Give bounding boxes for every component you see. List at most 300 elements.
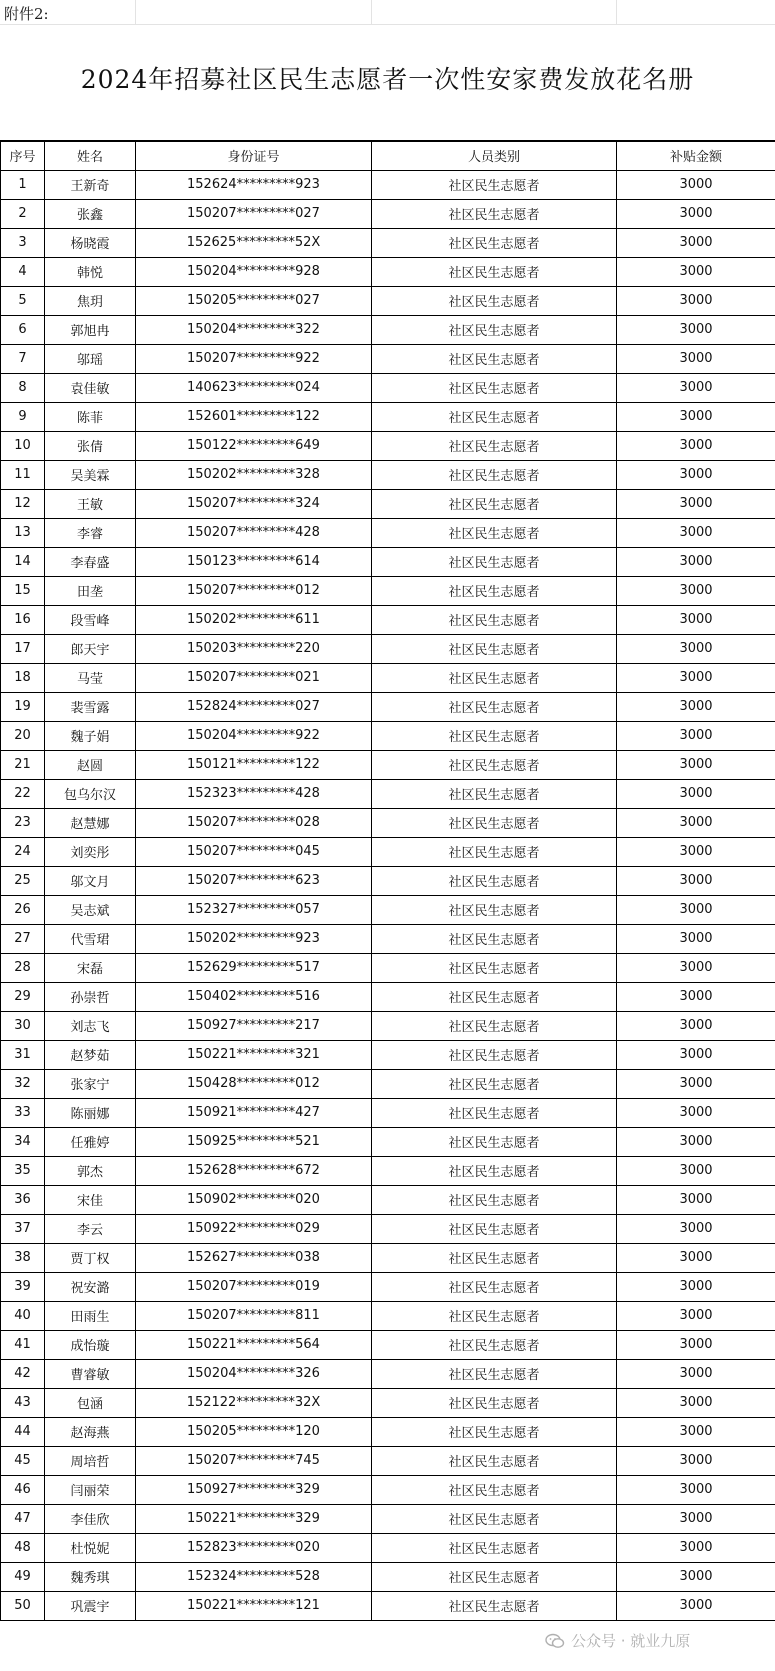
cell-index: 40 bbox=[1, 1301, 45, 1330]
cell-id-number: 150428*********012 bbox=[136, 1069, 372, 1098]
table-row bbox=[1, 431, 775, 460]
cell-category: 社区民生志愿者 bbox=[372, 605, 617, 634]
cell-category: 社区民生志愿者 bbox=[372, 344, 617, 373]
cell-amount: 3000 bbox=[617, 1330, 775, 1359]
cell-id-number: 150921*********427 bbox=[136, 1098, 372, 1127]
cell-id-number: 152324*********528 bbox=[136, 1562, 372, 1591]
cell-name: 贾丁权 bbox=[45, 1243, 136, 1272]
cell-name: 郭旭冉 bbox=[45, 315, 136, 344]
attachment-row bbox=[0, 0, 775, 25]
gridline bbox=[135, 0, 136, 24]
cell-id-number: 152824*********027 bbox=[136, 692, 372, 721]
cell-index: 39 bbox=[1, 1272, 45, 1301]
table-row bbox=[1, 605, 775, 634]
cell-category: 社区民生志愿者 bbox=[372, 895, 617, 924]
cell-index: 35 bbox=[1, 1156, 45, 1185]
cell-id-number: 150221*********121 bbox=[136, 1591, 372, 1620]
cell-name: 刘奕彤 bbox=[45, 837, 136, 866]
cell-amount: 3000 bbox=[617, 1533, 775, 1562]
cell-id-number: 150207*********811 bbox=[136, 1301, 372, 1330]
cell-amount: 3000 bbox=[617, 576, 775, 605]
cell-category: 社区民生志愿者 bbox=[372, 286, 617, 315]
table-row bbox=[1, 1185, 775, 1214]
cell-id-number: 150204*********922 bbox=[136, 721, 372, 750]
cell-name: 张家宁 bbox=[45, 1069, 136, 1098]
cell-category: 社区民生志愿者 bbox=[372, 779, 617, 808]
roster-body bbox=[1, 170, 775, 1620]
cell-name: 李佳欣 bbox=[45, 1504, 136, 1533]
cell-index: 50 bbox=[1, 1591, 45, 1620]
cell-category: 社区民生志愿者 bbox=[372, 1243, 617, 1272]
table-row bbox=[1, 692, 775, 721]
cell-id-number: 150221*********329 bbox=[136, 1504, 372, 1533]
table-row bbox=[1, 170, 775, 199]
cell-amount: 3000 bbox=[617, 721, 775, 750]
cell-name: 郎天宇 bbox=[45, 634, 136, 663]
cell-index: 22 bbox=[1, 779, 45, 808]
cell-index: 7 bbox=[1, 344, 45, 373]
table-row bbox=[1, 1446, 775, 1475]
cell-amount: 3000 bbox=[617, 547, 775, 576]
cell-category: 社区民生志愿者 bbox=[372, 1504, 617, 1533]
cell-id-number: 150925*********521 bbox=[136, 1127, 372, 1156]
table-row bbox=[1, 982, 775, 1011]
cell-amount: 3000 bbox=[617, 344, 775, 373]
cell-amount: 3000 bbox=[617, 315, 775, 344]
table-row bbox=[1, 315, 775, 344]
cell-index: 4 bbox=[1, 257, 45, 286]
cell-name: 代雪珺 bbox=[45, 924, 136, 953]
cell-category: 社区民生志愿者 bbox=[372, 1214, 617, 1243]
cell-amount: 3000 bbox=[617, 1417, 775, 1446]
cell-category: 社区民生志愿者 bbox=[372, 257, 617, 286]
cell-id-number: 140623*********024 bbox=[136, 373, 372, 402]
cell-amount: 3000 bbox=[617, 1040, 775, 1069]
cell-name: 陈菲 bbox=[45, 402, 136, 431]
cell-amount: 3000 bbox=[617, 1243, 775, 1272]
table-row bbox=[1, 1069, 775, 1098]
cell-name: 闫丽荣 bbox=[45, 1475, 136, 1504]
table-row bbox=[1, 373, 775, 402]
table-row bbox=[1, 663, 775, 692]
cell-amount: 3000 bbox=[617, 1388, 775, 1417]
table-row bbox=[1, 808, 775, 837]
cell-amount: 3000 bbox=[617, 402, 775, 431]
table-row bbox=[1, 547, 775, 576]
cell-index: 15 bbox=[1, 576, 45, 605]
cell-id-number: 152823*********020 bbox=[136, 1533, 372, 1562]
cell-name: 郭杰 bbox=[45, 1156, 136, 1185]
cell-index: 9 bbox=[1, 402, 45, 431]
cell-name: 李春盛 bbox=[45, 547, 136, 576]
cell-id-number: 152624*********923 bbox=[136, 170, 372, 199]
cell-id-number: 152628*********672 bbox=[136, 1156, 372, 1185]
cell-name: 祝安潞 bbox=[45, 1272, 136, 1301]
table-row bbox=[1, 1359, 775, 1388]
cell-amount: 3000 bbox=[617, 373, 775, 402]
table-row bbox=[1, 953, 775, 982]
cell-category: 社区民生志愿者 bbox=[372, 1446, 617, 1475]
cell-id-number: 152627*********038 bbox=[136, 1243, 372, 1272]
cell-name: 段雪峰 bbox=[45, 605, 136, 634]
cell-category: 社区民生志愿者 bbox=[372, 315, 617, 344]
cell-name: 巩震宇 bbox=[45, 1591, 136, 1620]
cell-name: 焦玥 bbox=[45, 286, 136, 315]
table-row bbox=[1, 1127, 775, 1156]
cell-index: 23 bbox=[1, 808, 45, 837]
cell-id-number: 150202*********328 bbox=[136, 460, 372, 489]
cell-index: 10 bbox=[1, 431, 45, 460]
cell-id-number: 150207*********428 bbox=[136, 518, 372, 547]
cell-name: 田雨生 bbox=[45, 1301, 136, 1330]
table-row bbox=[1, 1591, 775, 1620]
cell-index: 46 bbox=[1, 1475, 45, 1504]
cell-category: 社区民生志愿者 bbox=[372, 692, 617, 721]
cell-name: 吴志斌 bbox=[45, 895, 136, 924]
cell-id-number: 150207*********028 bbox=[136, 808, 372, 837]
cell-amount: 3000 bbox=[617, 866, 775, 895]
table-row bbox=[1, 518, 775, 547]
wechat-icon bbox=[545, 1633, 565, 1649]
cell-id-number: 150207*********922 bbox=[136, 344, 372, 373]
cell-id-number: 150202*********923 bbox=[136, 924, 372, 953]
table-row bbox=[1, 460, 775, 489]
cell-name: 张倩 bbox=[45, 431, 136, 460]
cell-id-number: 150204*********322 bbox=[136, 315, 372, 344]
cell-name: 孙崇哲 bbox=[45, 982, 136, 1011]
cell-amount: 3000 bbox=[617, 924, 775, 953]
cell-category: 社区民生志愿者 bbox=[372, 1388, 617, 1417]
cell-id-number: 152122*********32X bbox=[136, 1388, 372, 1417]
cell-id-number: 150204*********326 bbox=[136, 1359, 372, 1388]
cell-name: 周培哲 bbox=[45, 1446, 136, 1475]
cell-category: 社区民生志愿者 bbox=[372, 228, 617, 257]
cell-name: 吴美霖 bbox=[45, 460, 136, 489]
cell-amount: 3000 bbox=[617, 518, 775, 547]
cell-id-number: 152625*********52X bbox=[136, 228, 372, 257]
cell-name: 田垄 bbox=[45, 576, 136, 605]
cell-name: 任雅婷 bbox=[45, 1127, 136, 1156]
cell-index: 11 bbox=[1, 460, 45, 489]
table-row bbox=[1, 286, 775, 315]
cell-amount: 3000 bbox=[617, 808, 775, 837]
cell-name: 赵梦茹 bbox=[45, 1040, 136, 1069]
cell-amount: 3000 bbox=[617, 170, 775, 199]
cell-category: 社区民生志愿者 bbox=[372, 402, 617, 431]
cell-name: 赵海燕 bbox=[45, 1417, 136, 1446]
cell-amount: 3000 bbox=[617, 1214, 775, 1243]
cell-index: 33 bbox=[1, 1098, 45, 1127]
cell-name: 李云 bbox=[45, 1214, 136, 1243]
cell-id-number: 150902*********020 bbox=[136, 1185, 372, 1214]
cell-index: 44 bbox=[1, 1417, 45, 1446]
cell-id-number: 150922*********029 bbox=[136, 1214, 372, 1243]
cell-name: 马莹 bbox=[45, 663, 136, 692]
cell-id-number: 150207*********324 bbox=[136, 489, 372, 518]
cell-name: 曹睿敏 bbox=[45, 1359, 136, 1388]
cell-category: 社区民生志愿者 bbox=[372, 460, 617, 489]
cell-index: 43 bbox=[1, 1388, 45, 1417]
cell-amount: 3000 bbox=[617, 692, 775, 721]
cell-category: 社区民生志愿者 bbox=[372, 953, 617, 982]
cell-name: 成怡璇 bbox=[45, 1330, 136, 1359]
cell-name: 韩悦 bbox=[45, 257, 136, 286]
cell-category: 社区民生志愿者 bbox=[372, 199, 617, 228]
table-row bbox=[1, 1156, 775, 1185]
cell-index: 36 bbox=[1, 1185, 45, 1214]
table-row bbox=[1, 1562, 775, 1591]
cell-category: 社区民生志愿者 bbox=[372, 808, 617, 837]
cell-amount: 3000 bbox=[617, 460, 775, 489]
table-row bbox=[1, 199, 775, 228]
cell-id-number: 152601*********122 bbox=[136, 402, 372, 431]
cell-id-number: 150202*********611 bbox=[136, 605, 372, 634]
cell-amount: 3000 bbox=[617, 1185, 775, 1214]
gridline bbox=[616, 0, 617, 24]
cell-index: 13 bbox=[1, 518, 45, 547]
cell-id-number: 150221*********564 bbox=[136, 1330, 372, 1359]
cell-name: 李睿 bbox=[45, 518, 136, 547]
cell-category: 社区民生志愿者 bbox=[372, 431, 617, 460]
cell-index: 18 bbox=[1, 663, 45, 692]
cell-index: 41 bbox=[1, 1330, 45, 1359]
cell-name: 袁佳敏 bbox=[45, 373, 136, 402]
cell-index: 16 bbox=[1, 605, 45, 634]
cell-amount: 3000 bbox=[617, 257, 775, 286]
cell-id-number: 150927*********217 bbox=[136, 1011, 372, 1040]
cell-index: 17 bbox=[1, 634, 45, 663]
cell-amount: 3000 bbox=[617, 982, 775, 1011]
cell-category: 社区民生志愿者 bbox=[372, 1127, 617, 1156]
table-row bbox=[1, 402, 775, 431]
cell-name: 陈丽娜 bbox=[45, 1098, 136, 1127]
table-row bbox=[1, 1504, 775, 1533]
cell-amount: 3000 bbox=[617, 750, 775, 779]
cell-name: 赵慧娜 bbox=[45, 808, 136, 837]
cell-id-number: 150121*********122 bbox=[136, 750, 372, 779]
table-row bbox=[1, 779, 775, 808]
cell-amount: 3000 bbox=[617, 1446, 775, 1475]
table-row bbox=[1, 1475, 775, 1504]
cell-category: 社区民生志愿者 bbox=[372, 373, 617, 402]
cell-amount: 3000 bbox=[617, 953, 775, 982]
cell-amount: 3000 bbox=[617, 1098, 775, 1127]
cell-category: 社区民生志愿者 bbox=[372, 1185, 617, 1214]
table-row bbox=[1, 1533, 775, 1562]
cell-name: 宋佳 bbox=[45, 1185, 136, 1214]
cell-id-number: 150205*********027 bbox=[136, 286, 372, 315]
cell-name: 王敏 bbox=[45, 489, 136, 518]
cell-category: 社区民生志愿者 bbox=[372, 547, 617, 576]
cell-id-number: 150203*********220 bbox=[136, 634, 372, 663]
cell-id-number: 150207*********012 bbox=[136, 576, 372, 605]
cell-index: 26 bbox=[1, 895, 45, 924]
cell-category: 社区民生志愿者 bbox=[372, 1098, 617, 1127]
cell-index: 8 bbox=[1, 373, 45, 402]
cell-amount: 3000 bbox=[617, 489, 775, 518]
cell-index: 47 bbox=[1, 1504, 45, 1533]
cell-index: 3 bbox=[1, 228, 45, 257]
cell-name: 宋磊 bbox=[45, 953, 136, 982]
cell-category: 社区民生志愿者 bbox=[372, 1359, 617, 1388]
cell-index: 12 bbox=[1, 489, 45, 518]
cell-amount: 3000 bbox=[617, 199, 775, 228]
header-amount: 补贴金额 bbox=[617, 141, 775, 170]
cell-index: 32 bbox=[1, 1069, 45, 1098]
cell-index: 45 bbox=[1, 1446, 45, 1475]
cell-id-number: 150927*********329 bbox=[136, 1475, 372, 1504]
cell-name: 包涵 bbox=[45, 1388, 136, 1417]
cell-id-number: 152327*********057 bbox=[136, 895, 372, 924]
cell-category: 社区民生志愿者 bbox=[372, 170, 617, 199]
cell-name: 张鑫 bbox=[45, 199, 136, 228]
header-name: 姓名 bbox=[45, 141, 136, 170]
cell-category: 社区民生志愿者 bbox=[372, 1069, 617, 1098]
cell-amount: 3000 bbox=[617, 1069, 775, 1098]
cell-category: 社区民生志愿者 bbox=[372, 721, 617, 750]
cell-category: 社区民生志愿者 bbox=[372, 1417, 617, 1446]
table-row bbox=[1, 1301, 775, 1330]
table-header-row bbox=[1, 141, 775, 170]
cell-category: 社区民生志愿者 bbox=[372, 1301, 617, 1330]
cell-category: 社区民生志愿者 bbox=[372, 1330, 617, 1359]
cell-name: 裴雪露 bbox=[45, 692, 136, 721]
cell-name: 王新奇 bbox=[45, 170, 136, 199]
cell-category: 社区民生志愿者 bbox=[372, 982, 617, 1011]
cell-amount: 3000 bbox=[617, 895, 775, 924]
cell-index: 28 bbox=[1, 953, 45, 982]
cell-category: 社区民生志愿者 bbox=[372, 518, 617, 547]
cell-category: 社区民生志愿者 bbox=[372, 1475, 617, 1504]
cell-amount: 3000 bbox=[617, 286, 775, 315]
cell-index: 1 bbox=[1, 170, 45, 199]
cell-amount: 3000 bbox=[617, 1156, 775, 1185]
cell-category: 社区民生志愿者 bbox=[372, 837, 617, 866]
cell-name: 杜悦妮 bbox=[45, 1533, 136, 1562]
cell-amount: 3000 bbox=[617, 1127, 775, 1156]
cell-amount: 3000 bbox=[617, 1359, 775, 1388]
cell-index: 49 bbox=[1, 1562, 45, 1591]
cell-index: 38 bbox=[1, 1243, 45, 1272]
cell-index: 2 bbox=[1, 199, 45, 228]
cell-amount: 3000 bbox=[617, 1301, 775, 1330]
cell-index: 48 bbox=[1, 1533, 45, 1562]
cell-category: 社区民生志愿者 bbox=[372, 576, 617, 605]
table-row bbox=[1, 344, 775, 373]
cell-category: 社区民生志愿者 bbox=[372, 924, 617, 953]
cell-category: 社区民生志愿者 bbox=[372, 1011, 617, 1040]
cell-index: 6 bbox=[1, 315, 45, 344]
table-row bbox=[1, 576, 775, 605]
cell-index: 21 bbox=[1, 750, 45, 779]
cell-index: 27 bbox=[1, 924, 45, 953]
cell-category: 社区民生志愿者 bbox=[372, 1591, 617, 1620]
cell-category: 社区民生志愿者 bbox=[372, 663, 617, 692]
cell-amount: 3000 bbox=[617, 1272, 775, 1301]
cell-amount: 3000 bbox=[617, 634, 775, 663]
cell-name: 魏秀琪 bbox=[45, 1562, 136, 1591]
cell-id-number: 152629*********517 bbox=[136, 953, 372, 982]
table-row bbox=[1, 866, 775, 895]
table-row bbox=[1, 489, 775, 518]
cell-id-number: 150207*********027 bbox=[136, 199, 372, 228]
cell-id-number: 150122*********649 bbox=[136, 431, 372, 460]
table-row bbox=[1, 1417, 775, 1446]
watermark-text: 公众号 · 就业九原 bbox=[571, 1632, 691, 1650]
cell-index: 24 bbox=[1, 837, 45, 866]
roster-table bbox=[0, 140, 775, 1621]
table-row bbox=[1, 1040, 775, 1069]
cell-index: 31 bbox=[1, 1040, 45, 1069]
cell-name: 邬文月 bbox=[45, 866, 136, 895]
cell-id-number: 150207*********745 bbox=[136, 1446, 372, 1475]
cell-index: 19 bbox=[1, 692, 45, 721]
table-row bbox=[1, 228, 775, 257]
cell-amount: 3000 bbox=[617, 1562, 775, 1591]
cell-amount: 3000 bbox=[617, 1011, 775, 1040]
table-row bbox=[1, 257, 775, 286]
cell-index: 37 bbox=[1, 1214, 45, 1243]
page-title: 2024年招募社区民生志愿者一次性安家费发放花名册 bbox=[80, 65, 695, 94]
table-row bbox=[1, 1330, 775, 1359]
table-row bbox=[1, 1011, 775, 1040]
cell-amount: 3000 bbox=[617, 431, 775, 460]
cell-category: 社区民生志愿者 bbox=[372, 1562, 617, 1591]
cell-id-number: 150207*********019 bbox=[136, 1272, 372, 1301]
cell-index: 20 bbox=[1, 721, 45, 750]
cell-category: 社区民生志愿者 bbox=[372, 750, 617, 779]
cell-category: 社区民生志愿者 bbox=[372, 866, 617, 895]
gridline bbox=[371, 0, 372, 24]
cell-index: 29 bbox=[1, 982, 45, 1011]
cell-amount: 3000 bbox=[617, 837, 775, 866]
table-row bbox=[1, 895, 775, 924]
cell-category: 社区民生志愿者 bbox=[372, 1040, 617, 1069]
cell-category: 社区民生志愿者 bbox=[372, 1272, 617, 1301]
header-id-number: 身份证号 bbox=[136, 141, 372, 170]
cell-name: 杨晓霞 bbox=[45, 228, 136, 257]
table-row bbox=[1, 1243, 775, 1272]
table-row bbox=[1, 750, 775, 779]
cell-index: 42 bbox=[1, 1359, 45, 1388]
cell-id-number: 150207*********623 bbox=[136, 866, 372, 895]
cell-index: 25 bbox=[1, 866, 45, 895]
cell-id-number: 150204*********928 bbox=[136, 257, 372, 286]
cell-amount: 3000 bbox=[617, 663, 775, 692]
cell-id-number: 152323*********428 bbox=[136, 779, 372, 808]
cell-name: 赵圆 bbox=[45, 750, 136, 779]
cell-id-number: 150402*********516 bbox=[136, 982, 372, 1011]
cell-category: 社区民生志愿者 bbox=[372, 634, 617, 663]
cell-index: 30 bbox=[1, 1011, 45, 1040]
table-row bbox=[1, 1098, 775, 1127]
cell-amount: 3000 bbox=[617, 605, 775, 634]
cell-category: 社区民生志愿者 bbox=[372, 1156, 617, 1185]
table-row bbox=[1, 634, 775, 663]
cell-id-number: 150123*********614 bbox=[136, 547, 372, 576]
table-row bbox=[1, 1214, 775, 1243]
cell-amount: 3000 bbox=[617, 1475, 775, 1504]
table-row bbox=[1, 1272, 775, 1301]
cell-amount: 3000 bbox=[617, 1504, 775, 1533]
cell-amount: 3000 bbox=[617, 228, 775, 257]
cell-name: 邬瑶 bbox=[45, 344, 136, 373]
cell-id-number: 150221*********321 bbox=[136, 1040, 372, 1069]
table-row bbox=[1, 837, 775, 866]
cell-index: 5 bbox=[1, 286, 45, 315]
cell-amount: 3000 bbox=[617, 1591, 775, 1620]
header-index: 序号 bbox=[1, 141, 45, 170]
